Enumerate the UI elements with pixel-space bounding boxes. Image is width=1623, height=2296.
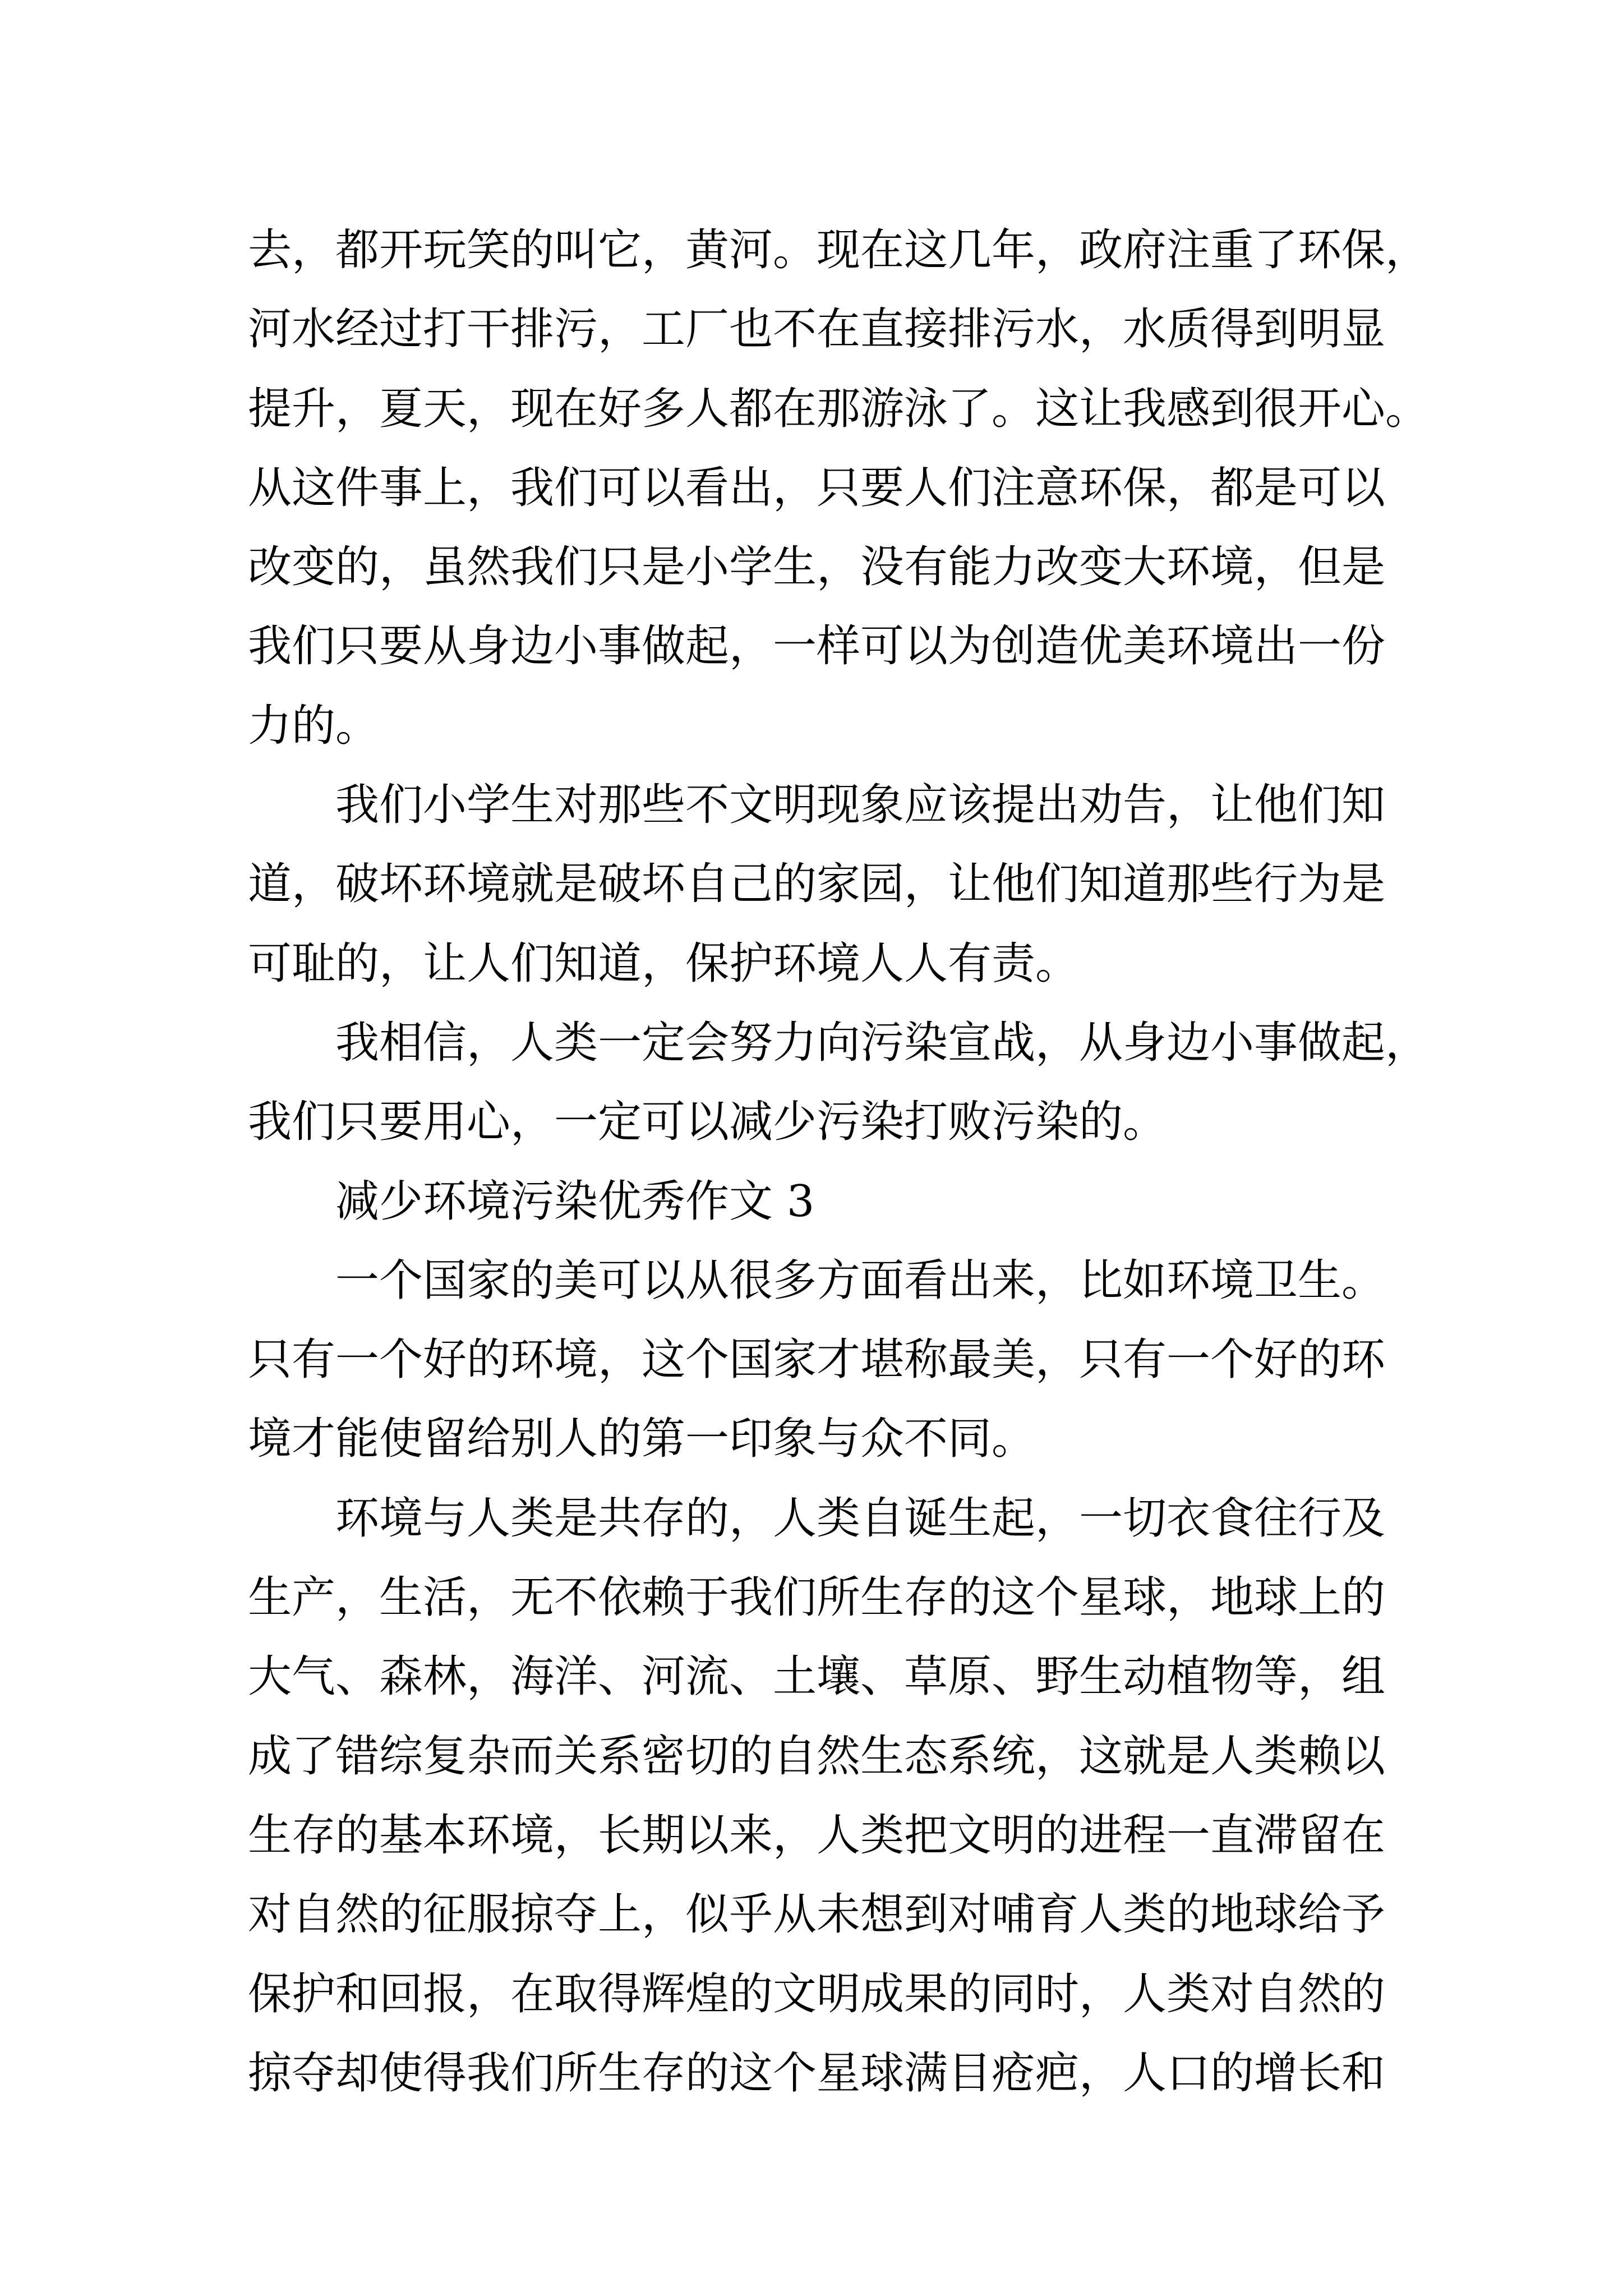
paragraph: [248, 766, 1442, 1004]
text-line: 去，都开玩笑的叫它，黄河。现在这几年，政府注重了环保，: [248, 225, 1430, 275]
paragraph: [248, 1479, 1442, 2113]
text-line: 生存的基本环境，长期以来，人类把文明的进程一直滞留在: [248, 1810, 1386, 1861]
section-heading: [248, 1162, 1442, 1241]
text-line: 只有一个好的环境，这个国家才堪称最美，只有一个好的环: [248, 1335, 1386, 1386]
text-line: 力的。: [248, 700, 380, 751]
text-line: 改变的，虽然我们只是小学生，没有能力改变大环境，但是: [248, 542, 1386, 593]
text-line: 提升，夏天，现在好多人都在那游泳了。这让我感到很开心。: [248, 383, 1430, 434]
paragraph: [248, 1241, 1442, 1479]
text-line: 我相信，人类一定会努力向污染宣战，从身边小事做起，: [335, 1017, 1430, 1068]
text-line: 对自然的征服掠夺上，似乎从未想到对哺育人类的地球给予: [248, 1889, 1386, 1940]
text-line: 河水经过打干排污，工厂也不在直接排污水，水质得到明显: [248, 304, 1386, 355]
text-line: 一个国家的美可以从很多方面看出来，比如环境卫生。: [335, 1255, 1386, 1306]
text-line: 可耻的，让人们知道，保护环境人人有责。: [248, 938, 1080, 989]
section-title: 减少环境污染优秀作文 3: [335, 1176, 815, 1227]
text-line: 我们小学生对那些不文明现象应该提出劝告，让他们知: [335, 780, 1386, 831]
text-line: 生产，生活，无不依赖于我们所生存的这个星球，地球上的: [248, 1572, 1386, 1623]
paragraph: [248, 211, 1442, 766]
paragraph: [248, 1004, 1442, 1162]
text-line: 掠夺却使得我们所生存的这个星球满目疮疤，人口的增长和: [248, 2047, 1386, 2099]
text-line: 大气、森林，海洋、河流、土壤、草原、野生动植物等，组: [248, 1651, 1386, 1703]
text-line: 成了错综复杂而关系密切的自然生态系统，这就是人类赖以: [248, 1731, 1386, 1782]
text-line: 境才能使留给别人的第一印象与众不同。: [248, 1414, 1036, 1465]
text-line: 从这件事上，我们可以看出，只要人们注意环保，都是可以: [248, 462, 1386, 513]
text-line: 环境与人类是共存的，人类自诞生起，一切衣食往行及: [335, 1493, 1386, 1544]
text-line: 我们只要从身边小事做起，一样可以为创造优美环境出一份: [248, 621, 1386, 672]
text-line: 保护和回报，在取得辉煌的文明成果的同时，人类对自然的: [248, 1968, 1386, 2019]
text-line: 道，破坏环境就是破坏自己的家园，让他们知道那些行为是: [248, 859, 1386, 910]
text-line: 我们只要用心，一定可以减少污染打败污染的。: [248, 1097, 1167, 1148]
document-page: [248, 211, 1442, 2113]
